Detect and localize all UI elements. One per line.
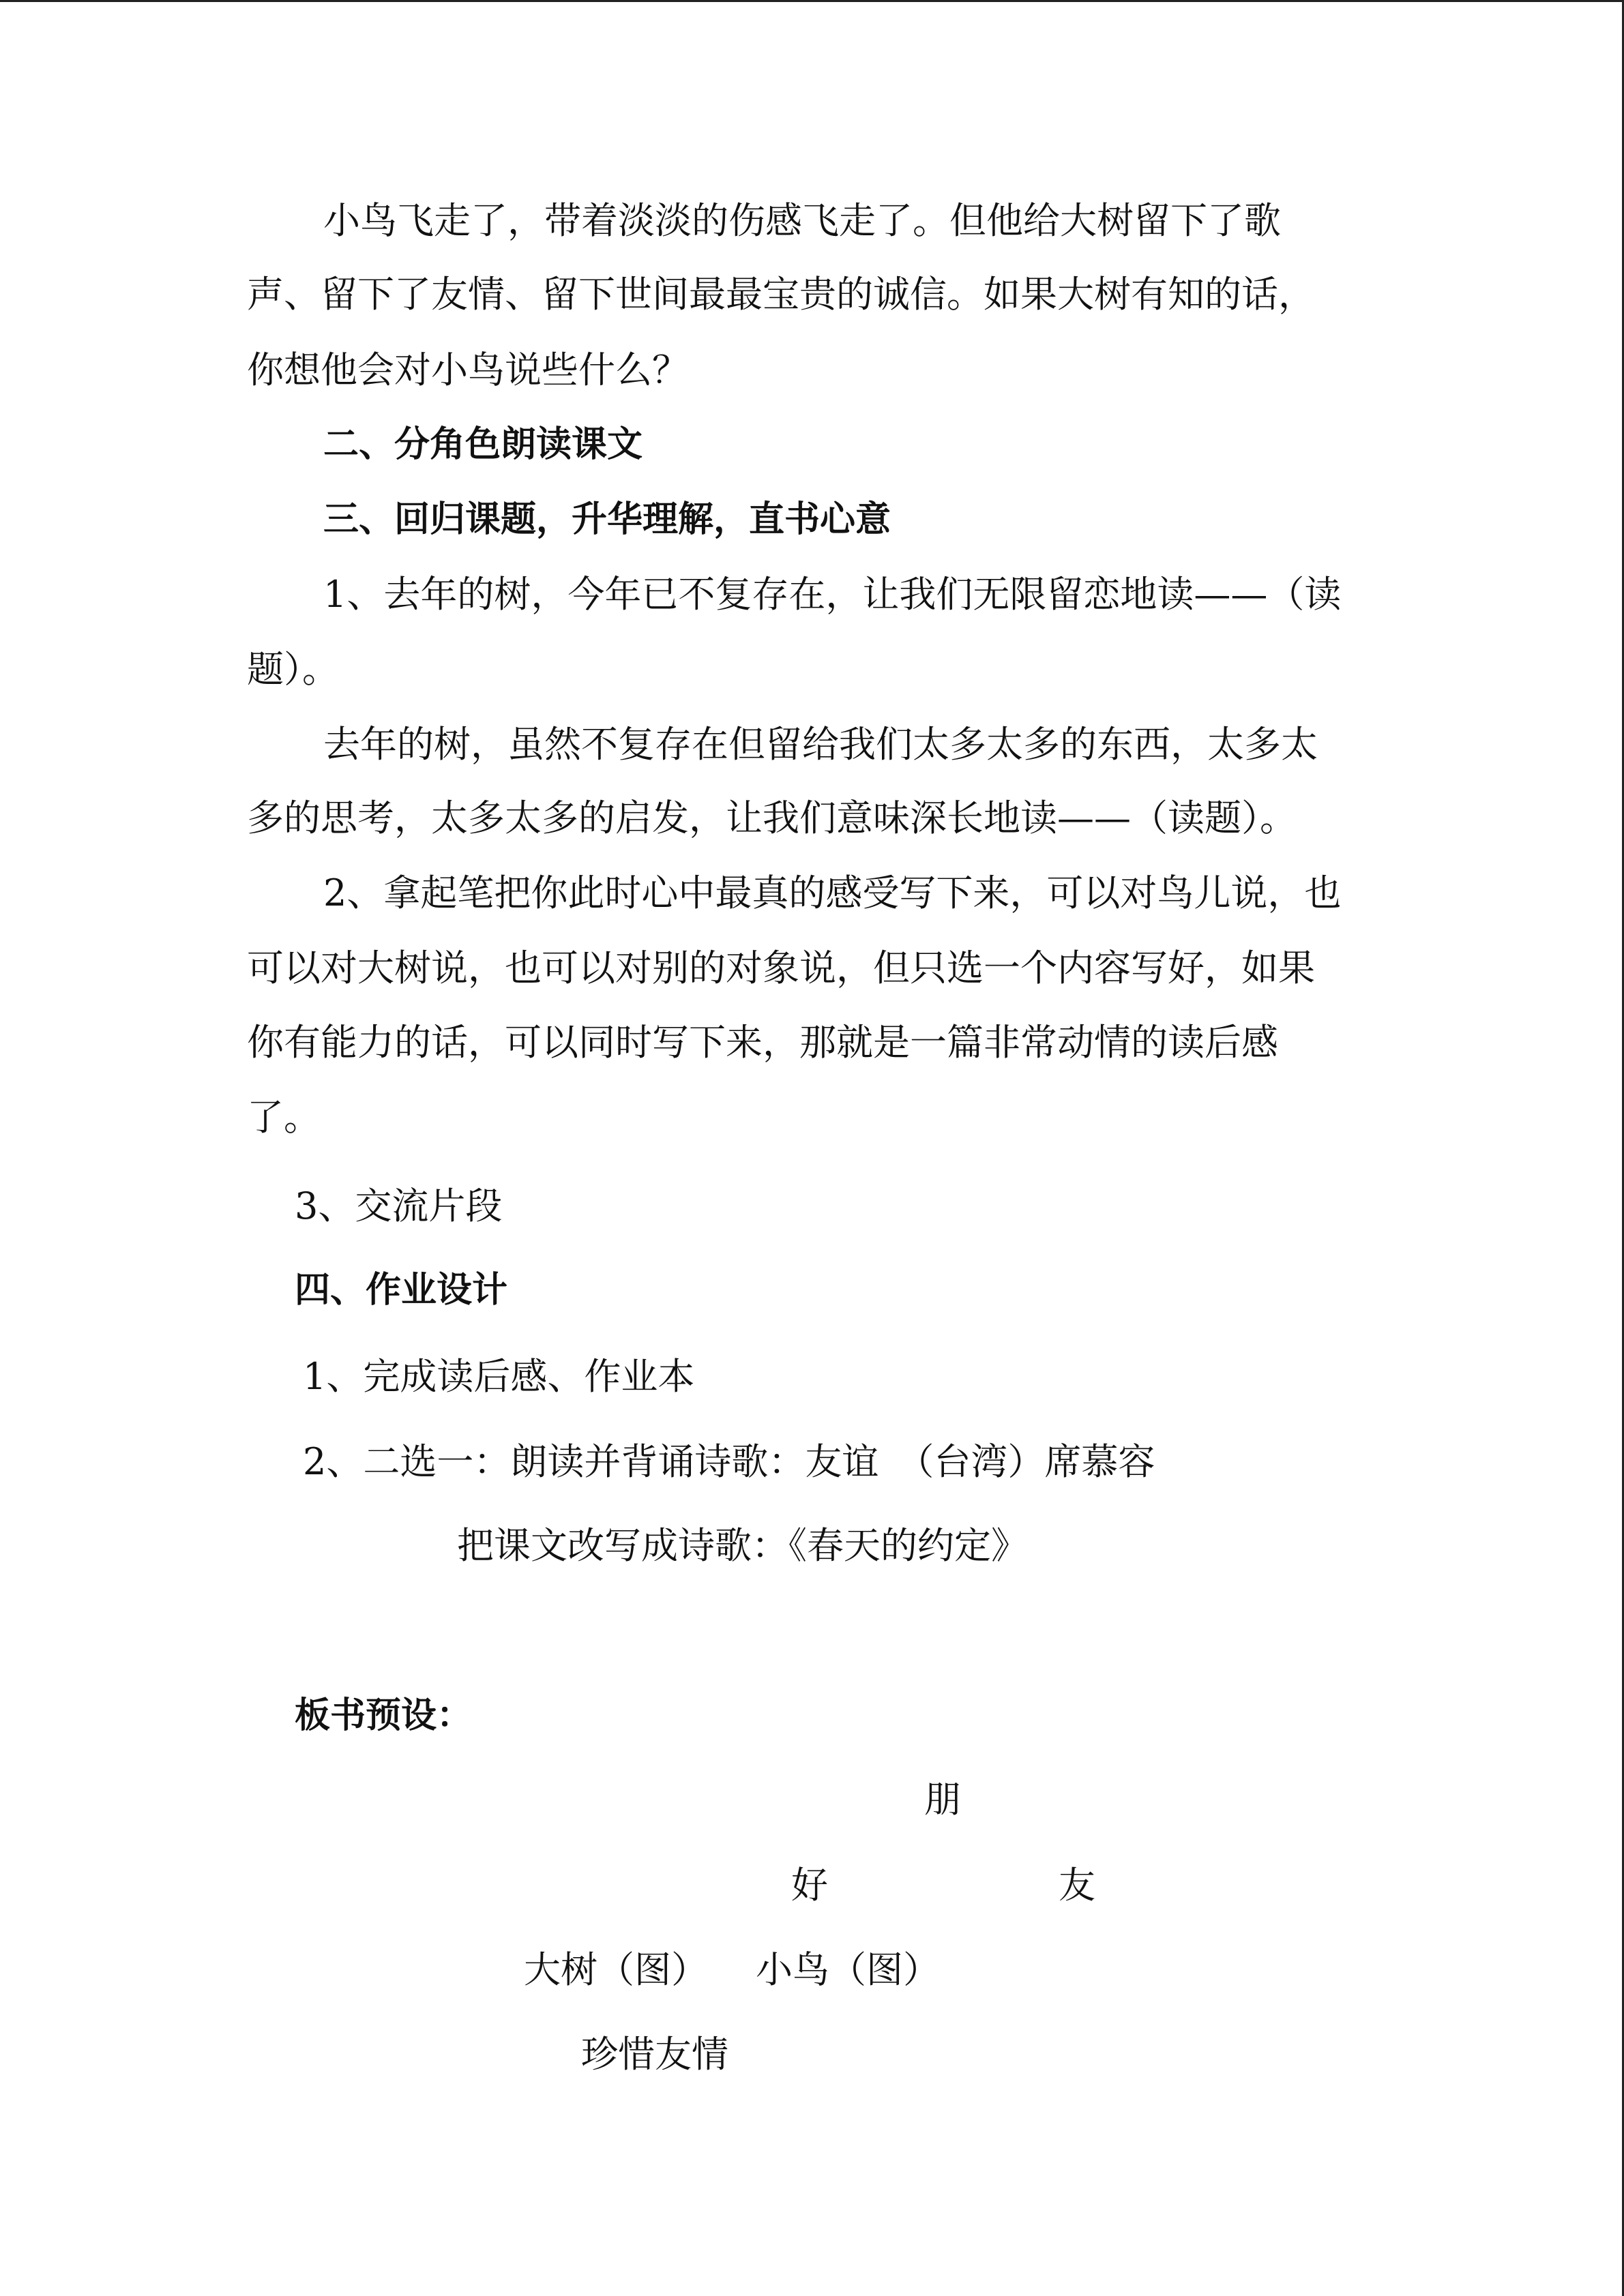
list-item: 2、二选一：朗读并背诵诗歌：友谊 （台湾）席慕容 [303,1440,1155,1483]
paragraph-line: 去年的树，虽然不复存在但留给我们太多太多的东西，太多太 [323,723,1318,766]
section-heading: 四、作业设计 [295,1270,508,1311]
board-text-cherish: 珍惜友情 [581,2033,728,2076]
paragraph-line: 1、去年的树，今年已不复存在，让我们无限留恋地读——（读 [323,573,1342,616]
paragraph-line: 你有能力的话，可以同时写下来，那就是一篇非常动情的读后感 [247,1021,1278,1064]
list-item: 把课文改写成诗歌：《春天的约定》 [457,1524,1028,1567]
paragraph-line: 小鸟飞走了，带着淡淡的伤感飞走了。但他给大树留下了歌 [323,199,1281,242]
board-text-hao: 好 [791,1864,828,1907]
board-title: 板书预设： [295,1695,473,1736]
paragraph-line: 题）。 [247,648,339,691]
board-text-peng: 朋 [924,1778,961,1821]
paragraph-line: 可以对大树说，也可以对别的对象说，但只选一个内容写好，如果 [247,946,1315,989]
paragraph-line: 你想他会对小鸟说些什么？ [247,348,689,391]
board-text-tree: 大树（图） [524,1948,708,1991]
board-text-bird: 小鸟（图） [756,1948,940,1991]
list-item: 1、完成读后感、作业本 [303,1355,695,1398]
section-heading: 二、分角色朗读课文 [323,424,643,465]
paragraph-line: 2、拿起笔把你此时心中最真的感受写下来，可以对鸟儿说，也 [323,871,1342,914]
list-item: 3、交流片段 [295,1184,503,1227]
section-heading: 三、回归课题，升华理解，直书心意 [323,499,891,540]
page-top-border [0,0,1624,2]
paragraph-line: 了。 [247,1096,321,1139]
paragraph-line: 多的思考，太多太多的启发，让我们意味深长地读——（读题）。 [247,796,1297,839]
paragraph-line: 声、留下了友情、留下世间最最宝贵的诚信。如果大树有知的话， [247,273,1315,316]
board-text-you: 友 [1059,1864,1095,1907]
